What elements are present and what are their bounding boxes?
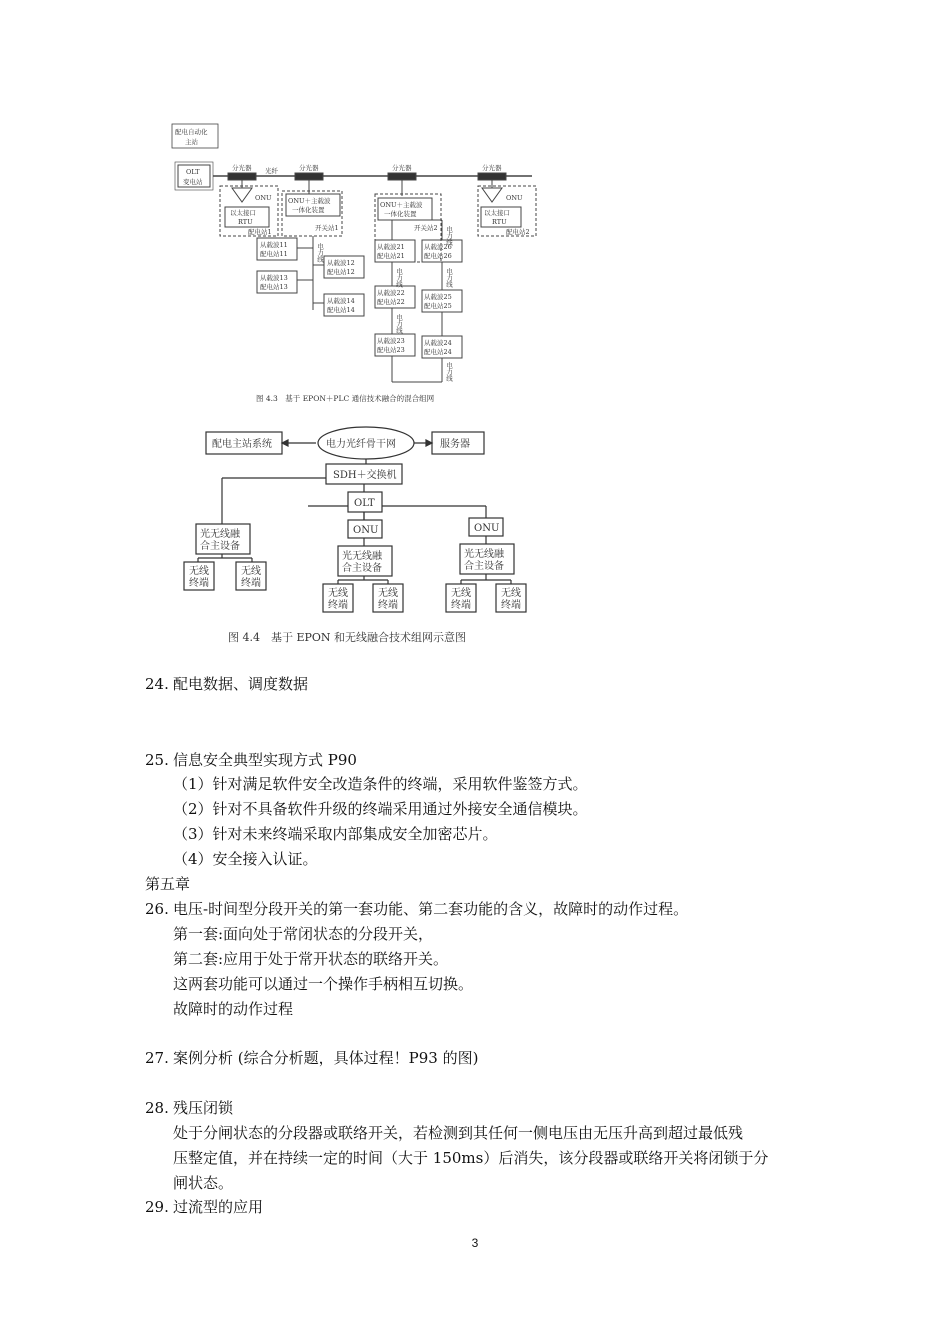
fig1-rtu-line2: RTU <box>492 218 507 226</box>
fig1-power-line: 电力线 <box>445 362 453 382</box>
fig2-olt: OLT <box>354 498 375 509</box>
fig1-fiber-label: 光纤 <box>265 167 278 175</box>
fig2-fusion-line1: 光无线融 <box>200 529 240 540</box>
fig1-slave-label: 配电站22 <box>377 298 405 306</box>
fig1-slave-label: 从载波26 <box>424 243 452 251</box>
fig1-slave-label: 从载波12 <box>327 259 355 267</box>
fig1-slave-label: 配电站13 <box>260 283 288 291</box>
fig1-rtu-line2: RTU <box>238 218 253 226</box>
fig1-power-line: 电力线 <box>395 268 403 288</box>
fig1-splitter-label: 分光器 <box>299 164 319 172</box>
fig2-terminal-line1: 无线 <box>378 588 398 599</box>
fig1-slave-label: 从载波22 <box>377 289 405 297</box>
fig2-caption: 图 4.4 基于 EPON 和无线融合技术组网示意图 <box>228 631 467 644</box>
fig1-substation-2: 配电站2 <box>506 228 530 236</box>
fig1-onu-plc-line2: 一体化装置 <box>292 206 325 214</box>
fig2-terminal-line1: 无线 <box>189 566 209 577</box>
fig1-caption: 图 4.3 基于 EPON＋PLC 通信技术融合的混合组网 <box>256 394 435 403</box>
fig1-slave-label: 从载波11 <box>260 241 288 249</box>
fig1-slave-label: 从载波14 <box>327 297 355 305</box>
fig1-substation-1: 配电站1 <box>248 228 272 236</box>
item-title: 案例分析 (综合分析题，具体过程！P93 的图) <box>173 1049 479 1067</box>
fig2-terminal-line2: 终端 <box>378 600 398 611</box>
fig1-rtu-line1: 以太接口 <box>230 209 256 217</box>
fig1-slave-label: 从载波21 <box>377 243 405 251</box>
item-title: 残压闭锁 <box>173 1099 234 1117</box>
fig1-slave-label: 配电站23 <box>377 346 405 354</box>
fig1-onu-plc-line1: ONU＋主载波 <box>288 197 331 205</box>
fig2-terminal-line1: 无线 <box>241 566 261 577</box>
fig1-power-line: 电力线 <box>445 268 453 288</box>
fig2-fusion-line1: 光无线融 <box>464 549 504 560</box>
fig1-onu-label: ONU <box>255 194 272 202</box>
item-number: 26. <box>145 900 169 918</box>
fig1-onu-plc-line2: 一体化装置 <box>384 210 417 218</box>
fig1-olt-line1: OLT <box>186 168 200 176</box>
fig2-fusion-line2: 合主设备 <box>342 563 382 574</box>
item-number: 24. <box>145 675 169 693</box>
fig1-splitter-label: 分光器 <box>482 164 502 172</box>
item-title: 信息安全典型实现方式 P90 <box>173 751 357 769</box>
fig1-master-line1: 配电自动化 <box>175 128 208 136</box>
item-number: 25. <box>145 751 169 769</box>
fig2-fusion-line2: 合主设备 <box>200 541 240 552</box>
fig1-slave-label: 从载波24 <box>424 339 452 347</box>
fig1-switch-station-2: 开关站2 <box>414 224 438 232</box>
fig2-fusion-line1: 光无线融 <box>342 551 382 562</box>
fig1-slave-label: 配电站14 <box>327 306 355 314</box>
fig1-slave-label: 配电站26 <box>424 252 452 260</box>
figure-epon-plc-network <box>170 118 540 413</box>
item-number: 27. <box>145 1049 169 1067</box>
fig1-power-line: 电力线 <box>395 314 403 334</box>
item-title: 过流型的应用 <box>173 1198 264 1216</box>
fig1-olt-line2: 变电站 <box>183 178 203 186</box>
fig1-slave-label: 配电站25 <box>424 302 452 310</box>
fig1-master-line2: 主站 <box>185 138 198 146</box>
fig2-fusion-line2: 合主设备 <box>464 561 504 572</box>
fig1-slave-label: 从载波23 <box>377 337 405 345</box>
page-number: 3 <box>471 1236 479 1250</box>
fig2-terminal-line2: 终端 <box>501 600 521 611</box>
fig2-terminal-line2: 终端 <box>189 578 209 589</box>
fig1-slave-label: 配电站11 <box>260 250 288 258</box>
fig1-onu-label: ONU <box>506 194 523 202</box>
fig1-power-line: 电力线 <box>316 243 324 263</box>
fig1-slave-label: 从载波25 <box>424 293 452 301</box>
item-title: 配电数据、调度数据 <box>173 675 309 693</box>
fig1-onu-plc-line1: ONU＋主载波 <box>380 201 423 209</box>
fig2-server: 服务器 <box>440 439 470 450</box>
fig2-onu: ONU <box>353 525 379 536</box>
fig1-slave-label: 配电站21 <box>377 252 405 260</box>
fig1-switch-station-1: 开关站1 <box>315 224 339 232</box>
fig2-terminal-line1: 无线 <box>501 588 521 599</box>
fig1-splitter-label: 分光器 <box>392 164 412 172</box>
fig2-terminal-line1: 无线 <box>328 588 348 599</box>
fig2-terminal-line2: 终端 <box>451 600 471 611</box>
fig2-master: 配电主站系统 <box>212 439 272 450</box>
fig1-slave-label: 配电站12 <box>327 268 355 276</box>
fig1-splitter-label: 分光器 <box>232 164 252 172</box>
fig2-sdh: SDH＋交换机 <box>333 470 397 481</box>
fig2-terminal-line2: 终端 <box>241 578 261 589</box>
fig1-power-line: 电力线 <box>445 226 453 246</box>
fig2-terminal-line2: 终端 <box>328 600 348 611</box>
fig2-onu: ONU <box>474 523 500 534</box>
fig1-slave-label: 配电站24 <box>424 348 452 356</box>
item-number: 29. <box>145 1198 169 1216</box>
item-number: 28. <box>145 1099 169 1117</box>
figure-epon-wireless-network <box>176 420 546 652</box>
fig1-rtu-line1: 以太接口 <box>484 209 510 217</box>
fig2-backbone: 电力光纤骨干网 <box>326 439 396 450</box>
item-title: 电压-时间型分段开关的第一套功能、第二套功能的含义，故障时的动作过程。 <box>173 900 689 918</box>
fig1-slave-label: 从载波13 <box>260 274 288 282</box>
fig2-terminal-line1: 无线 <box>451 588 471 599</box>
